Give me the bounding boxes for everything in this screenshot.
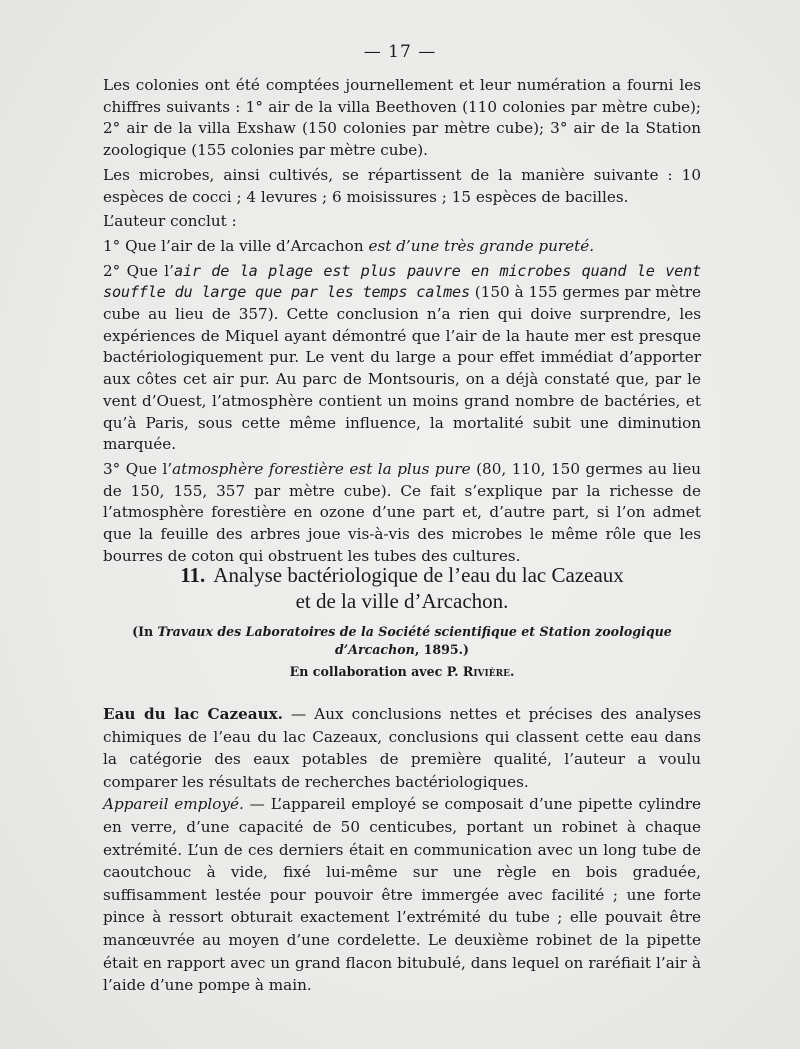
- eau-du-lac-text: — Aux conclusions nettes et précises des analyses chimiques de l’eau du lac Cazeaux, conclusions qui classent cette eau dans la catégorie des eaux potables de première qualité, l’auteur a voulu comparer les résultats de recherches bactériologiques.: [103, 705, 701, 791]
- conclusion-2-lead: 2° Que l’: [103, 261, 174, 280]
- collab-end: .: [509, 664, 515, 679]
- section-heading-line2: et de la ville d’Arcachon.: [295, 589, 509, 613]
- subheading-appareil: Appareil employé.: [103, 795, 244, 814]
- body-text-upper: [103, 75, 701, 567]
- paragraph-microbes: Les microbes, ainsi cultivés, se répartissent de la manière suivante : 10 espèces de cocci ; 4 levures ; 6 moisissures ; 15 espèces de bacilles.: [103, 165, 701, 206]
- appareil-text: — L’appareil employé se composait d’une pipette cylindre en verre, d’une capacité de 50 centicubes, portant un robinet à chaque extrémité. L’un de ces derniers était en communication avec un long tube de caoutchouc à vide, fixé lui-même sur une règle en bois graduée, suffisamment lestée pour pouvoir être immergée avec facilité ; une forte pince à ressort obturait exactement l’extrémité du tube ; elle pouvait être manœuvrée au moyen d’une cordelette. Le deuxième robinet de la pipette était en rapport avec un grand flacon bitubulé, dans lequel on raréfiait l’air à l’aide d’une pompe à main.: [103, 795, 702, 995]
- paragraph-conclusion-1: [103, 236, 701, 258]
- collaboration-note: [103, 664, 701, 679]
- paragraph-conclusion-3: [103, 459, 701, 568]
- source-journal: Travaux des Laboratoires de la Société scientifique et Station zoologique d’Arcachon: [157, 624, 672, 657]
- body-text-lower: [103, 703, 701, 997]
- paragraph-conclusion-intro: L’auteur conclut :: [103, 212, 237, 231]
- section-heading-line1: [103, 562, 701, 588]
- conclusion-1-text: 1° Que l’air de la ville d’Arcachon: [103, 236, 369, 255]
- source-prefix: (In: [132, 624, 158, 639]
- paragraph-appareil: [103, 793, 701, 996]
- conclusion-3-emphasis: atmosphère forestière est la plus pure: [172, 459, 471, 478]
- page-number: — 17 —: [363, 42, 437, 62]
- section-number: 11.: [180, 563, 206, 587]
- conclusion-3-lead: 3° Que l’: [103, 459, 173, 478]
- conclusion-3-text: (80, 110, 150 germes au lieu de 150, 155, 357 par mètre cube). Ce fait s’explique par la richesse de l’atmosphère forestière en ozone d’une part et, d’autre part, si l’on admet que la feuille des arbres joue vis-à-vis des microbes le même rôle que les bourres de coton qui obstruent les tubes des cultures.: [103, 459, 701, 565]
- source-citation: [103, 623, 701, 659]
- collab-author: Rivière: [462, 664, 510, 679]
- paragraph-colonies: Les colonies ont été comptées journellement et leur numération a fourni les chiffres suivants : 1° air de la villa Beethoven (110 colonies par mètre cube); 2° air de la villa Exshaw (150 colonies par mètre cube); 3° air de la Station zoologique (155 colonies par mètre cube).: [103, 76, 701, 160]
- section-title-text: Analyse bactériologique de l’eau du lac Cazeaux: [213, 563, 624, 587]
- collab-prefix: En collaboration avec P.: [289, 664, 463, 679]
- conclusion-2-emphasis: air de la plage est plus pauvre en microbes quand le vent souffle du large que par les temps calmes: [103, 261, 701, 302]
- conclusion-1-emphasis: est d’une très grande pureté.: [368, 236, 595, 255]
- paragraph-conclusion-2: [103, 261, 701, 456]
- conclusion-2-text: (150 à 155 germes par mètre cube au lieu de 357). Cette conclusion n’a rien qui doive surprendre, les expériences de Miquel ayant démontré que l’air de la haute mer est presque bactériologiquement pur. Le vent du large a pour effet immédiat d’apporter aux côtes cet air pur. Au parc de Montsouris, on a déjà constaté que, par le vent d’Ouest, l’atmosphère contient un moins grand nombre de bactéries, et qu’à Paris, sous cette même influence, la mortalité subit une diminution marquée.: [103, 283, 701, 454]
- section-heading: [103, 562, 701, 614]
- subheading-eau-du-lac: Eau du lac Cazeaux.: [103, 705, 283, 723]
- paragraph-eau-du-lac: [103, 703, 701, 793]
- source-year: , 1895.): [414, 642, 469, 657]
